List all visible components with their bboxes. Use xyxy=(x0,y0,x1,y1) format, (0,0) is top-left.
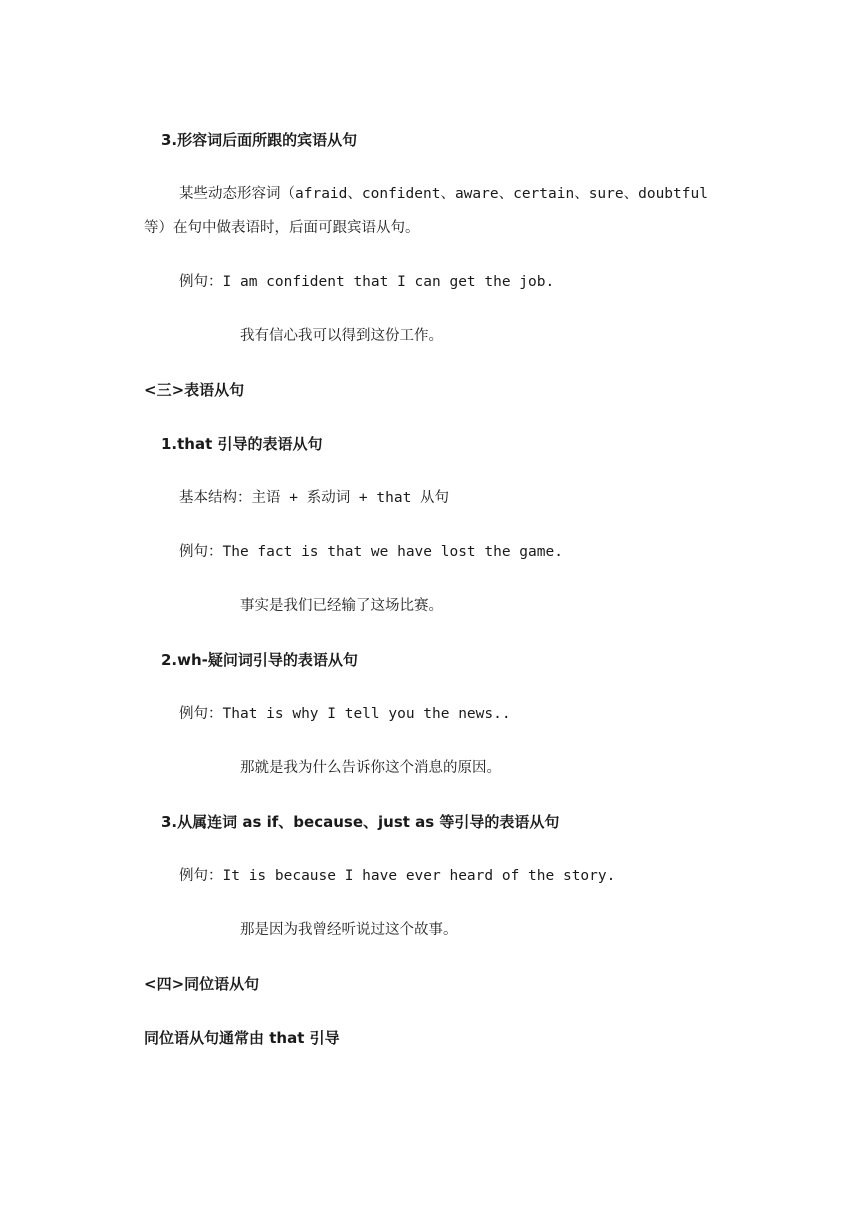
example-translation: 我有信心我可以得到这份工作。 xyxy=(240,328,443,344)
section-intro: 同位语从句通常由 that 引导 xyxy=(144,1029,340,1047)
example-sentence: 例句：That is why I tell you the news.. xyxy=(179,706,511,722)
section-heading: 1.that 引导的表语从句 xyxy=(161,435,323,453)
example-sentence: 例句：I am confident that I can get the job. xyxy=(179,274,555,290)
part-heading: <四>同位语从句 xyxy=(144,975,260,993)
example-translation: 那是因为我曾经听说过这个故事。 xyxy=(240,922,458,938)
example-translation: 那就是我为什么告诉你这个消息的原因。 xyxy=(240,760,501,776)
structure-line: 基本结构：主语 + 系动词 + that 从句 xyxy=(179,490,450,506)
section-heading: 2.wh-疑问词引导的表语从句 xyxy=(161,651,358,669)
section-heading: 3.从属连词 as if、because、just as 等引导的表语从句 xyxy=(161,813,560,831)
paragraph-line: 等）在句中做表语时，后面可跟宾语从句。 xyxy=(144,220,420,236)
example-translation: 事实是我们已经输了这场比赛。 xyxy=(240,598,443,614)
paragraph-line: 某些动态形容词（afraid、confident、aware、certain、sure、doubtful xyxy=(179,186,708,202)
section-heading: 3.形容词后面所跟的宾语从句 xyxy=(161,131,358,149)
example-sentence: 例句：It is because I have ever heard of the story. xyxy=(179,868,616,884)
part-heading: <三>表语从句 xyxy=(144,381,245,399)
example-sentence: 例句：The fact is that we have lost the game. xyxy=(179,544,563,560)
